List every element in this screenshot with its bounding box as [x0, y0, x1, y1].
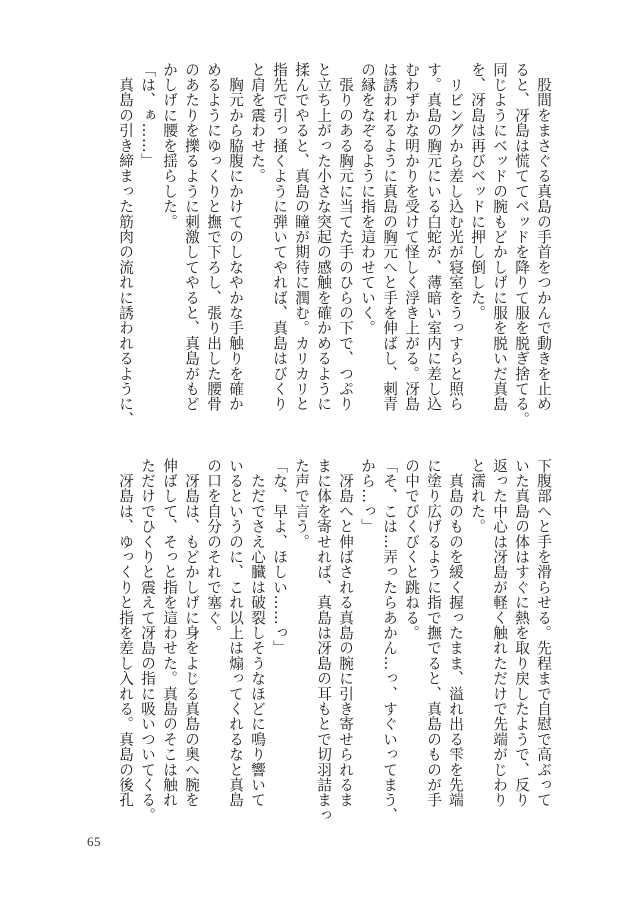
text-line: ると、冴島は慌ててベッドを降りて服を脱ぎ捨てる。	[513, 62, 530, 427]
text-line: 「な、早よ、ほしい……っ」	[271, 458, 288, 656]
text-line: むわずかな明かりを受けて怪しく浮き上がる。冴島	[403, 62, 420, 412]
text-line: まに体を寄せれば、真島は冴島の耳もとで切羽詰まっ	[315, 458, 332, 823]
text-line: から…っ」	[359, 458, 376, 534]
text-line: 下腹部へと手を滑らせる。先程まで自慰で高ぶって	[535, 458, 552, 808]
text-line: ただけでひくりと震えて冴島の指に吸いついてくる。	[139, 458, 156, 823]
text-line: 冴島は、もどかしげに身をよじる真島の奥へ腕を	[183, 458, 200, 808]
text-line: 真島の引き締まった筋肉の流れに誘われるように、	[117, 62, 134, 427]
text-block-lower	[114, 458, 554, 823]
text-line: めるようにゆっくりと撫で下ろし、張り出した腰骨	[205, 62, 222, 412]
text-line: 股間をまさぐる真島の手首をつかんで動きを止め	[535, 62, 552, 412]
text-line: と立ち上がった小さな突起の感触を確かめるように	[315, 62, 332, 412]
text-line: 冴島は、ゆっくりと指を差し入れる。真島の後孔	[117, 458, 134, 808]
text-line: ただでさえ心臓は破裂しそうなほどに鳴り響いて	[249, 458, 266, 808]
text-line: 伸ばして、そっと指を這わせた。真島のそこは触れ	[161, 458, 178, 808]
text-line: 「は、ぁ……」	[139, 62, 156, 169]
text-line: と肩を震わせた。	[249, 62, 266, 184]
text-line: 指先で引っ掻くように弾いてやれば、真島はびくり	[271, 62, 288, 412]
text-line: の口を自分のそれで塞ぐ。	[205, 458, 222, 641]
text-line: いた真島の体はすぐに熱を取り戻したようで、反り	[513, 458, 530, 808]
text-block-upper	[114, 62, 554, 427]
text-line: た声で言う。	[293, 458, 310, 550]
text-line: の縁をなぞるように指を這わせていく。	[359, 62, 376, 336]
text-line: 胸元から脇腹にかけてのしなやかな手触りを確か	[227, 62, 244, 412]
text-line: 冴島へと伸ばされる真島の腕に引き寄せられるま	[337, 458, 354, 808]
text-line: に塗り広げるように指で撫でると、真島のものが手	[425, 458, 442, 808]
text-line: す。真島の胸元にいる白蛇が、薄暗い室内に差し込	[425, 62, 442, 412]
text-line: 揉んでやると、真島の瞳が期待に潤む。カリカリと	[293, 62, 310, 412]
text-line: 真島のものを緩く握ったまま、溢れ出る雫を先端	[447, 458, 464, 808]
text-line: の中でびくびくと跳ねる。	[403, 458, 420, 641]
text-line: 返った中心は冴島が軽く触れただけで先端がじわり	[491, 458, 508, 808]
text-line: リビングから差し込む光が寝室をうっすらと照ら	[447, 62, 464, 412]
text-line: いるというのに、これ以上は煽ってくれるなと真島	[227, 458, 244, 808]
text-line: と濡れた。	[469, 458, 486, 534]
text-line: かしげに腰を揺らした。	[161, 62, 178, 230]
text-line: 「そ、こは…弄ったらあかん…っ、すぐいってまう、	[381, 458, 398, 823]
text-line: 同じようにベッドの腕もどかしげに服を脱いだ真島	[491, 62, 508, 412]
page-number: 65	[87, 834, 101, 849]
text-line: は誘われるように真島の胸元へと手を伸ばし、刺青	[381, 62, 398, 412]
text-line: のあたりを擽るように刺激してやると、真島がもど	[183, 62, 200, 412]
text-line: を、冴島は再びベッドに押し倒した。	[469, 62, 486, 321]
text-line: 張りのある胸元に当てた手のひらの下で、つぷり	[337, 62, 354, 412]
